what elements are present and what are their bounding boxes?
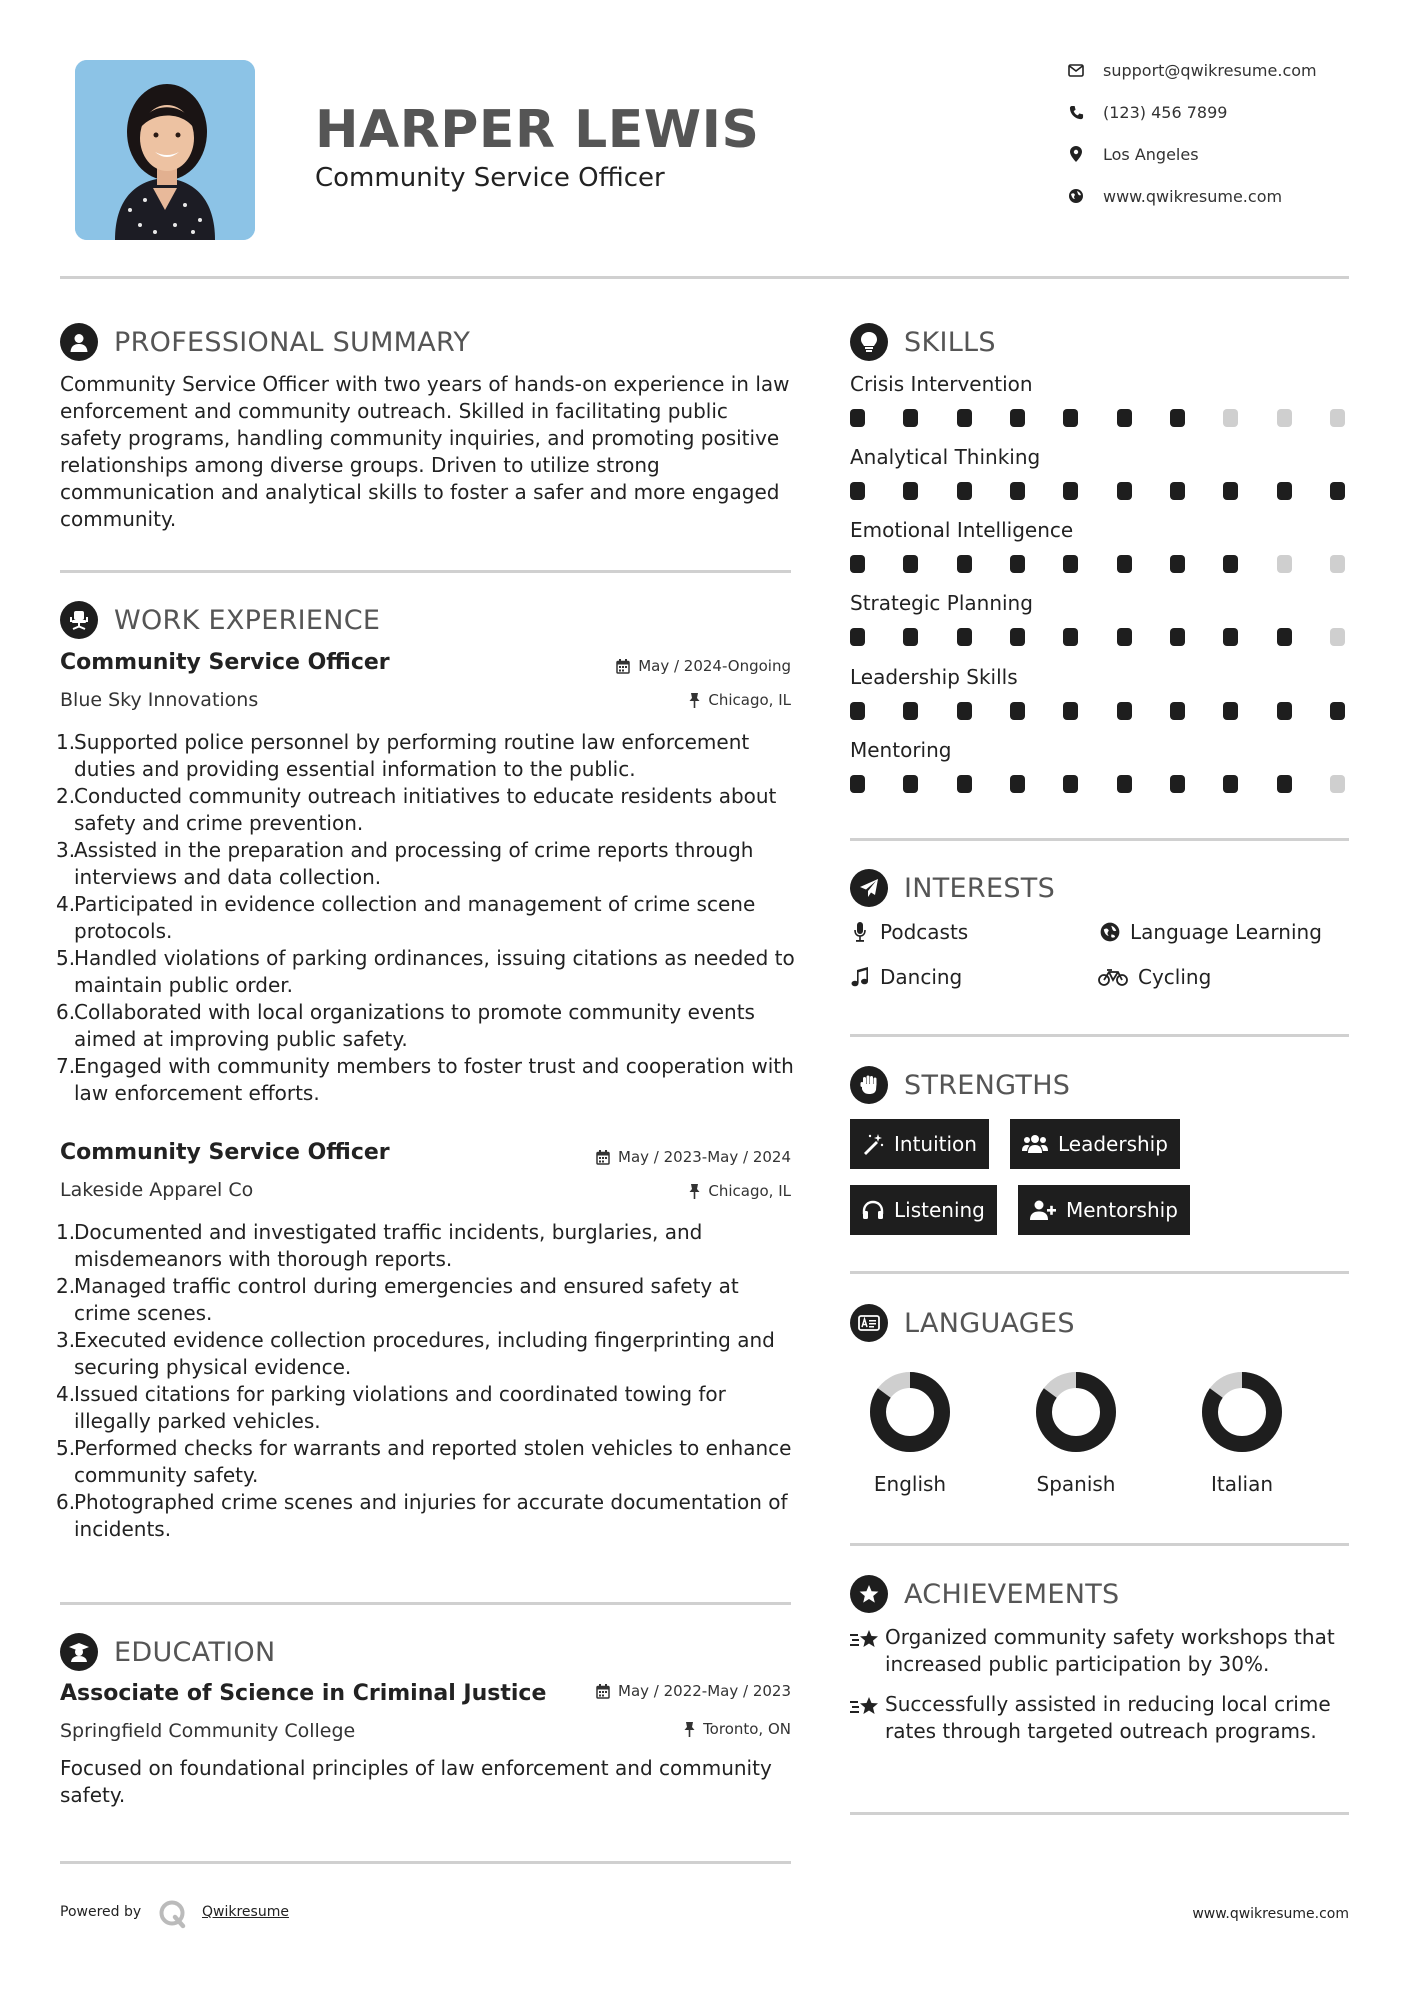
rating-dot-filled	[1117, 409, 1132, 427]
skill-name: Mentoring	[850, 738, 952, 762]
contact-website[interactable]	[1065, 183, 1365, 209]
pushpin-icon	[684, 1722, 695, 1737]
job-2-location-text: Chicago, IL	[708, 1182, 791, 1200]
education-dates-text: May / 2022-May / 2023	[618, 1682, 791, 1700]
summary-text: Community Service Officer with two years of hands-on experience in law enforcement and community outreach. Skilled in facilitating public safety programs, handling community inquiries, and promoting positive relationships among diverse groups. Driven to utilize strong communication and analytical skills to foster a safer and more engaged community.	[60, 372, 790, 531]
strength-label: Mentorship	[1066, 1198, 1178, 1222]
list-item: 6. Collaborated with local organizations to promote community events aimed at improving public safety.	[56, 1000, 755, 1051]
school-name: Springfield Community College	[60, 1720, 356, 1742]
rating-dot-filled	[1010, 775, 1025, 793]
rating-dot-filled	[1170, 482, 1185, 500]
rating-dot-filled	[1170, 628, 1185, 646]
job-2-location	[560, 1182, 791, 1200]
globe-icon	[1065, 185, 1087, 207]
pushpin-icon	[689, 693, 700, 708]
interest-label: Dancing	[880, 965, 963, 989]
rating-dot-filled	[957, 702, 972, 720]
achievement-item	[850, 1691, 1350, 1745]
candidate-name: HARPER LEWIS	[315, 100, 760, 160]
interest-label: Cycling	[1138, 965, 1212, 989]
experience-title: WORK EXPERIENCE	[114, 604, 381, 636]
list-item: 4. Issued citations for parking violations and coordinated towing for illegally parked vehicles.	[56, 1382, 726, 1433]
rating-dot-filled	[1063, 409, 1078, 427]
rating-dot-filled	[850, 555, 865, 573]
job-1-company: Blue Sky Innovations	[60, 689, 259, 711]
rating-dot-filled	[850, 702, 865, 720]
qwikresume-logo	[158, 1899, 188, 1929]
list-item: 7. Engaged with community members to foster trust and cooperation with law enforcement efforts.	[56, 1054, 794, 1105]
rating-dot-filled	[903, 555, 918, 573]
qwikresume-link[interactable]: Qwikresume	[202, 1904, 289, 1920]
strength-tag	[850, 1185, 997, 1235]
interest-item	[1100, 917, 1322, 947]
shooting-star-icon	[850, 1691, 885, 1745]
interest-item	[850, 917, 968, 947]
language-name: Spanish	[1036, 1472, 1116, 1496]
rating-dot-filled	[1330, 482, 1345, 500]
rating-dot-filled	[1063, 482, 1078, 500]
job-1-dates	[560, 657, 791, 675]
rating-dot-filled	[1277, 482, 1292, 500]
achievement-item	[850, 1624, 1350, 1678]
interest-item	[1098, 962, 1211, 992]
skill-rating	[850, 409, 1345, 427]
interests-heading	[850, 868, 1055, 908]
education-dates	[520, 1682, 791, 1700]
rating-dot-filled	[850, 409, 865, 427]
magic-wand-icon	[862, 1133, 884, 1155]
skill-rating	[850, 628, 1345, 646]
contact-email[interactable]	[1065, 57, 1365, 83]
list-item: 2. Managed traffic control during emergencies and ensured safety at crime scenes.	[56, 1274, 739, 1325]
header-divider	[60, 276, 1349, 279]
rating-dot-filled	[903, 482, 918, 500]
interests-title: INTERESTS	[904, 872, 1056, 904]
strength-tag	[1018, 1185, 1190, 1235]
language-gauge	[868, 1370, 952, 1454]
rating-dot-filled	[1117, 482, 1132, 500]
rating-dot-filled	[1063, 775, 1078, 793]
achievement-text: Successfully assisted in reducing local crime rates through targeted outreach programs.	[885, 1692, 1331, 1743]
rating-dot-filled	[957, 409, 972, 427]
education-location	[560, 1720, 791, 1738]
achievements-divider	[850, 1812, 1349, 1815]
skill-rating	[850, 702, 1345, 720]
list-item: 5. Performed checks for warrants and reported stolen vehicles to enhance community safety.	[56, 1436, 792, 1487]
user-plus-icon	[1030, 1200, 1056, 1220]
calendar-icon	[616, 659, 630, 674]
powered-by-label: Powered by	[60, 1904, 142, 1920]
interest-item	[850, 962, 962, 992]
rating-dot-filled	[903, 628, 918, 646]
education-title: EDUCATION	[114, 1636, 276, 1668]
rating-dot-filled	[1223, 775, 1238, 793]
skill-item	[850, 518, 1345, 573]
strength-tag	[1010, 1119, 1180, 1169]
globe-icon	[1100, 920, 1120, 944]
rating-dot-empty	[1330, 628, 1345, 646]
contact-phone[interactable]	[1065, 99, 1365, 125]
list-item: 4. Participated in evidence collection and management of crime scene protocols.	[56, 892, 756, 943]
list-item: 6. Photographed crime scenes and injuries for accurate documentation of incidents.	[56, 1490, 788, 1541]
job-1-location-text: Chicago, IL	[708, 691, 791, 709]
rating-dot-filled	[1117, 702, 1132, 720]
shooting-star-icon	[850, 1624, 885, 1678]
job-2-dates-text: May / 2023-May / 2024	[618, 1148, 791, 1166]
achievement-text: Organized community safety workshops that increased public participation by 30%.	[885, 1625, 1335, 1676]
paper-plane-icon	[850, 869, 888, 907]
interests-divider	[850, 1034, 1349, 1037]
rating-dot-filled	[1277, 702, 1292, 720]
rating-dot-filled	[1170, 702, 1185, 720]
summary-title: PROFESSIONAL SUMMARY	[114, 326, 471, 358]
education-divider	[60, 1861, 791, 1864]
contact-location-text: Los Angeles	[1103, 144, 1199, 164]
job-1-title: Community Service Officer	[60, 650, 390, 675]
rating-dot-filled	[1117, 628, 1132, 646]
rating-dot-filled	[1010, 555, 1025, 573]
bicycle-icon	[1098, 965, 1128, 989]
strength-tag	[850, 1119, 989, 1169]
skill-name: Analytical Thinking	[850, 445, 1041, 469]
rating-dot-empty	[1277, 555, 1292, 573]
rating-dot-filled	[1223, 482, 1238, 500]
rating-dot-empty	[1330, 409, 1345, 427]
strengths-divider	[850, 1271, 1349, 1274]
contact-phone-text: (123) 456 7899	[1103, 102, 1228, 122]
degree-title: Associate of Science in Criminal Justice	[60, 1681, 547, 1706]
job-1-dates-text: May / 2024-Ongoing	[638, 657, 791, 675]
skill-rating	[850, 555, 1345, 573]
rating-dot-filled	[957, 775, 972, 793]
rating-dot-filled	[1010, 409, 1025, 427]
skills-title: SKILLS	[904, 326, 996, 358]
job-2-bullets	[56, 1219, 796, 1543]
language-gauge	[1034, 1370, 1118, 1454]
rating-dot-filled	[850, 482, 865, 500]
achievements-title: ACHIEVEMENTS	[904, 1578, 1120, 1610]
languages-heading	[850, 1303, 1075, 1343]
contact-email-text: support@qwikresume.com	[1103, 60, 1317, 80]
rating-dot-filled	[957, 555, 972, 573]
user-icon	[60, 323, 98, 361]
pushpin-icon	[689, 1184, 700, 1199]
rating-dot-filled	[903, 702, 918, 720]
rating-dot-empty	[1223, 409, 1238, 427]
education-location-text: Toronto, ON	[703, 1720, 791, 1738]
calendar-icon	[596, 1684, 610, 1699]
language-gauge	[1200, 1370, 1284, 1454]
interest-label: Language Learning	[1130, 920, 1322, 944]
lightbulb-icon	[850, 323, 888, 361]
education-heading	[60, 1632, 275, 1672]
skill-item	[850, 445, 1345, 500]
music-note-icon	[850, 965, 870, 989]
rating-dot-empty	[1277, 409, 1292, 427]
strengths-heading	[850, 1065, 1070, 1105]
strength-label: Leadership	[1058, 1132, 1168, 1156]
headphones-icon	[862, 1200, 884, 1220]
list-item: 1. Supported police personnel by performing routine law enforcement duties and providing essential information to the public.	[56, 730, 750, 781]
office-chair-icon	[60, 601, 98, 639]
map-pin-icon	[1065, 143, 1087, 165]
skill-item	[850, 372, 1345, 427]
rating-dot-empty	[1330, 555, 1345, 573]
job-1-bullets	[56, 729, 796, 1107]
rating-dot-filled	[1010, 702, 1025, 720]
candidate-title: Community Service Officer	[315, 163, 665, 193]
envelope-icon	[1065, 59, 1087, 81]
language-name: Italian	[1210, 1472, 1274, 1496]
skill-item	[850, 665, 1345, 720]
job-1-location	[560, 691, 791, 709]
summary-divider	[60, 570, 791, 573]
footer-website[interactable]: www.qwikresume.com	[1192, 1906, 1349, 1922]
summary-heading	[60, 322, 470, 362]
strength-label: Intuition	[894, 1132, 977, 1156]
strengths-title: STRENGTHS	[904, 1069, 1071, 1101]
skill-name: Leadership Skills	[850, 665, 1018, 689]
graduate-icon	[60, 1633, 98, 1671]
list-item: 3. Executed evidence collection procedures, including fingerprinting and securing physical evidence.	[56, 1328, 775, 1379]
education-description: Focused on foundational principles of law enforcement and community safety.	[60, 1756, 772, 1807]
contact-website-text: www.qwikresume.com	[1103, 186, 1283, 206]
rating-dot-filled	[1010, 628, 1025, 646]
rating-dot-filled	[1117, 555, 1132, 573]
rating-dot-filled	[903, 775, 918, 793]
rating-dot-filled	[1170, 555, 1185, 573]
job-2-title: Community Service Officer	[60, 1140, 390, 1165]
rating-dot-filled	[850, 628, 865, 646]
rating-dot-filled	[957, 628, 972, 646]
skill-item	[850, 738, 1345, 793]
calendar-icon	[596, 1150, 610, 1165]
list-item: 3. Assisted in the preparation and processing of crime reports through interviews and data collection.	[56, 838, 754, 889]
achievements-heading	[850, 1574, 1120, 1614]
skill-name: Crisis Intervention	[850, 372, 1033, 396]
rating-dot-filled	[1223, 628, 1238, 646]
rating-dot-filled	[1063, 702, 1078, 720]
language-name: English	[873, 1472, 947, 1496]
rating-dot-filled	[1330, 702, 1345, 720]
rating-dot-filled	[1117, 775, 1132, 793]
interest-label: Podcasts	[880, 920, 969, 944]
language-icon	[850, 1304, 888, 1342]
rating-dot-filled	[1223, 555, 1238, 573]
rating-dot-empty	[1330, 775, 1345, 793]
profile-photo	[75, 60, 255, 240]
phone-icon	[1065, 101, 1087, 123]
rating-dot-filled	[903, 409, 918, 427]
skill-item	[850, 591, 1345, 646]
rating-dot-filled	[1063, 628, 1078, 646]
skill-rating	[850, 482, 1345, 500]
fist-icon	[850, 1066, 888, 1104]
rating-dot-filled	[957, 482, 972, 500]
job-2-dates	[520, 1148, 791, 1166]
rating-dot-filled	[1063, 555, 1078, 573]
skills-divider	[850, 838, 1349, 841]
skill-name: Strategic Planning	[850, 591, 1033, 615]
languages-title: LANGUAGES	[904, 1307, 1075, 1339]
experience-heading	[60, 600, 380, 640]
rating-dot-filled	[1223, 702, 1238, 720]
rating-dot-filled	[1277, 775, 1292, 793]
star-badge-icon	[850, 1575, 888, 1613]
list-item: 1. Documented and investigated traffic incidents, burglaries, and misdemeanors with thorough reports.	[56, 1220, 703, 1271]
languages-divider	[850, 1543, 1349, 1546]
rating-dot-filled	[850, 775, 865, 793]
rating-dot-filled	[1010, 482, 1025, 500]
skill-rating	[850, 775, 1345, 793]
rating-dot-filled	[1170, 409, 1185, 427]
strength-label: Listening	[894, 1198, 985, 1222]
list-item: 2. Conducted community outreach initiatives to educate residents about safety and crime prevention.	[56, 784, 777, 835]
skill-name: Emotional Intelligence	[850, 518, 1074, 542]
microphone-icon	[850, 920, 870, 944]
job-2-company: Lakeside Apparel Co	[60, 1179, 254, 1201]
contact-location	[1065, 141, 1365, 167]
rating-dot-filled	[1170, 775, 1185, 793]
users-icon	[1022, 1134, 1048, 1154]
rating-dot-filled	[1277, 628, 1292, 646]
skills-heading	[850, 322, 996, 362]
list-item: 5. Handled violations of parking ordinances, issuing citations as needed to maintain public order.	[56, 946, 795, 997]
experience-divider	[60, 1602, 791, 1605]
